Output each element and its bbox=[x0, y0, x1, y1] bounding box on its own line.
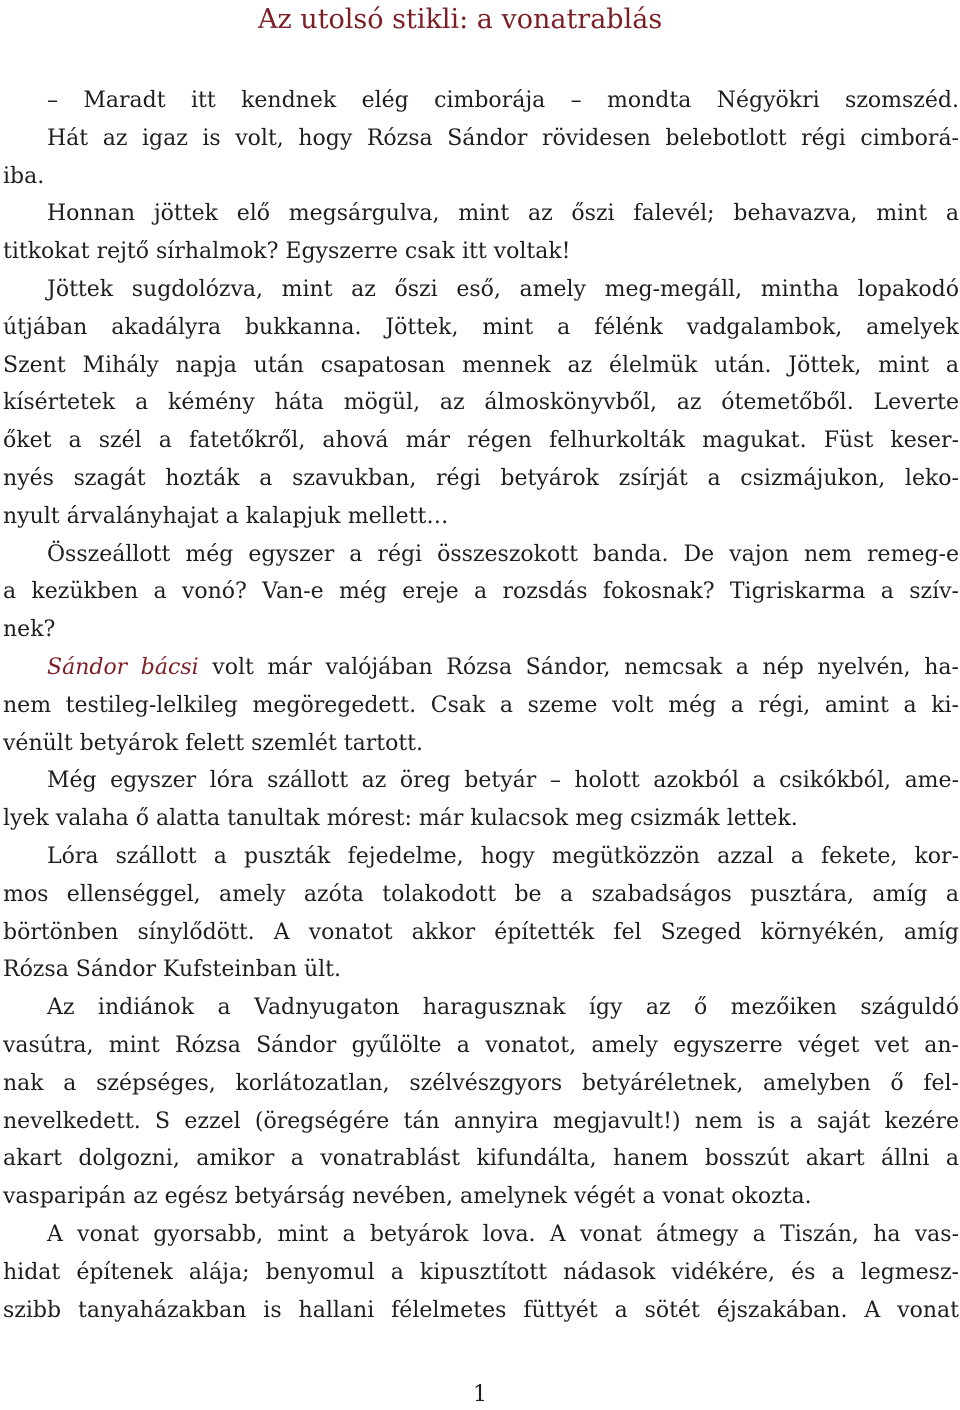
text-line: őket a szél a fatetőkről, ahová már régen felhurkolták magukat. Füst keser- bbox=[3, 428, 959, 454]
text-line: nak a szépséges, korlátozatlan, szélvészgyors betyáréletnek, amelyben ő fel- bbox=[3, 1070, 959, 1096]
text-line: A vonat gyorsabb, mint a betyárok lova. A vonat átmegy a Tiszán, ha vas- bbox=[47, 1221, 959, 1247]
chapter-title: Az utolsó stikli: a vonatrablás bbox=[258, 4, 663, 35]
text-line: útjában akadályra bukkanna. Jöttek, mint a félénk vadgalambok, amelyek bbox=[3, 314, 959, 340]
text-line: Szent Mihály napja után csapatosan mennek az élelmük után. Jöttek, mint a bbox=[3, 352, 959, 378]
page-number: 1 bbox=[473, 1382, 487, 1407]
text-line: Hát az igaz is volt, hogy Rózsa Sándor rövidesen belebotlott régi cimborá- bbox=[47, 125, 959, 151]
text-line: Összeállott még egyszer a régi összeszokott banda. De vajon nem remeg-e bbox=[47, 541, 959, 567]
text-line: Jöttek sugdolózva, mint az őszi eső, amely meg-megáll, mintha lopakodó bbox=[47, 276, 959, 302]
text-line: Rózsa Sándor Kufsteinban ült. bbox=[3, 957, 342, 983]
text-line: vasparipán az egész betyárság nevében, amelynek végét a vonat okozta. bbox=[3, 1184, 812, 1210]
text-line: börtönben sínylődött. A vonatot akkor építették fel Szeged környékén, amíg bbox=[3, 919, 959, 945]
text-line: Honnan jöttek elő megsárgulva, mint az őszi falevél; behavazva, mint a bbox=[47, 201, 959, 227]
text-line: titkokat rejtő sírhalmok? Egyszerre csak itt voltak! bbox=[3, 239, 571, 265]
text-line: nyult árvalányhajat a kalapjuk mellett… bbox=[3, 503, 449, 529]
text-line: Még egyszer lóra szállott az öreg betyár – holott azokból a csikókból, ame- bbox=[47, 768, 959, 794]
text-line: a kezükben a vonó? Van-e még ereje a rozsdás fokosnak? Tigriskarma a szív- bbox=[3, 579, 959, 605]
text-line: hidat építenek alája; benyomul a kipusztított nádasok vidékére, és a legmesz- bbox=[3, 1259, 959, 1285]
emphasis-text: Sándor bácsi bbox=[47, 654, 199, 680]
text-line: nek? bbox=[3, 617, 56, 643]
text-line: vénült betyárok felett szemlét tartott. bbox=[3, 730, 424, 756]
text-line: szibb tanyaházakban is hallani félelmetes füttyét a sötét éjszakában. A vonat bbox=[3, 1297, 959, 1323]
text-line: lyek valaha ő alatta tanultak mórest: már kulacsok meg csizmák lettek. bbox=[3, 806, 798, 832]
text-line: nyés szagát hozták a szavukban, régi betyárok zsírját a csizmájukon, leko- bbox=[3, 465, 959, 491]
text-line-rest: volt már valójában Rózsa Sándor, nemcsak a nép nyelvén, ha- bbox=[212, 654, 959, 680]
text-line: nevelkedett. S ezzel (öregségére tán annyira megjavult!) nem is a saját kezére bbox=[3, 1108, 959, 1134]
text-line: kísértetek a kémény háta mögül, az álmoskönyvből, az ótemetőből. Leverte bbox=[3, 390, 959, 416]
text-line: – Maradt itt kendnek elég cimborája – mondta Négyökri szomszéd. bbox=[47, 88, 959, 113]
text-line: iba. bbox=[3, 163, 45, 189]
text-line: akart dolgozni, amikor a vonatrablást kifundálta, hanem bosszút akart állni a bbox=[3, 1146, 959, 1172]
body-text bbox=[3, 82, 959, 1329]
text-line: Lóra szállott a puszták fejedelme, hogy megütközzön azzal a fekete, kor- bbox=[47, 843, 959, 869]
text-line: nem testileg-lelkileg megöregedett. Csak a szeme volt még a régi, amint a ki- bbox=[3, 692, 959, 718]
text-line: Az indiánok a Vadnyugaton haragusznak így az ő mezőiken száguldó bbox=[47, 995, 959, 1021]
text-line: mos ellenséggel, amely azóta tolakodott be a szabadságos pusztára, amíg a bbox=[3, 881, 959, 907]
text-line: vasútra, mint Rózsa Sándor gyűlölte a vonatot, amely egyszerre véget vet an- bbox=[3, 1032, 959, 1058]
text-line-with-emphasis bbox=[3, 649, 959, 687]
